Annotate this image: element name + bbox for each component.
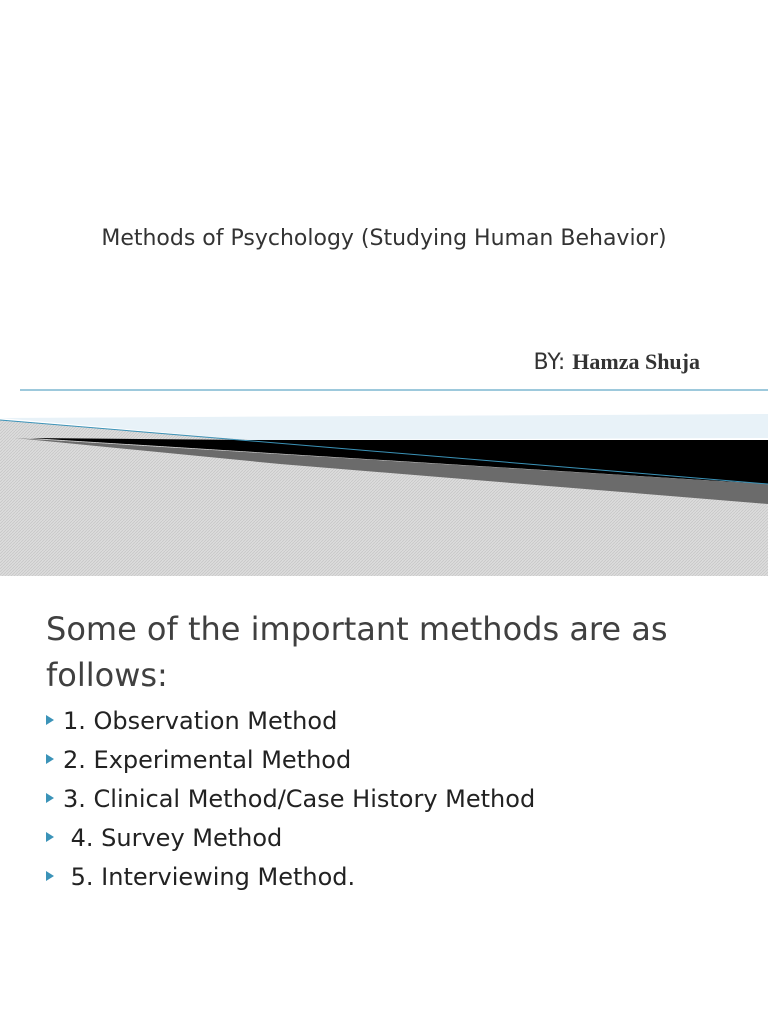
slide-heading: Some of the important methods are as follows:	[46, 610, 668, 694]
decorative-wave-band	[0, 380, 768, 576]
list-item-text: 2. Experimental Method	[63, 746, 352, 774]
arrow-bullet-icon	[46, 715, 54, 725]
list-item	[46, 702, 535, 741]
arrow-bullet-icon	[46, 754, 54, 764]
list-item-text: 1. Observation Method	[63, 707, 338, 735]
content-slide	[0, 576, 768, 1024]
list-item-text: 3. Clinical Method/Case History Method	[63, 785, 536, 813]
methods-list	[46, 702, 535, 897]
arrow-bullet-icon	[46, 871, 54, 881]
arrow-bullet-icon	[46, 832, 54, 842]
list-item	[46, 819, 535, 858]
byline-label: BY:	[533, 350, 573, 375]
list-item	[46, 780, 535, 819]
author-name: Hamza Shuja	[572, 349, 700, 374]
list-item-text: 5. Interviewing Method.	[63, 863, 356, 891]
presentation-title: Methods of Psychology (Studying Human Behavior)	[101, 226, 667, 251]
author-byline	[533, 349, 700, 375]
arrow-bullet-icon	[46, 793, 54, 803]
list-item	[46, 858, 535, 897]
list-item	[46, 741, 535, 780]
list-item-text: 4. Survey Method	[63, 824, 283, 852]
